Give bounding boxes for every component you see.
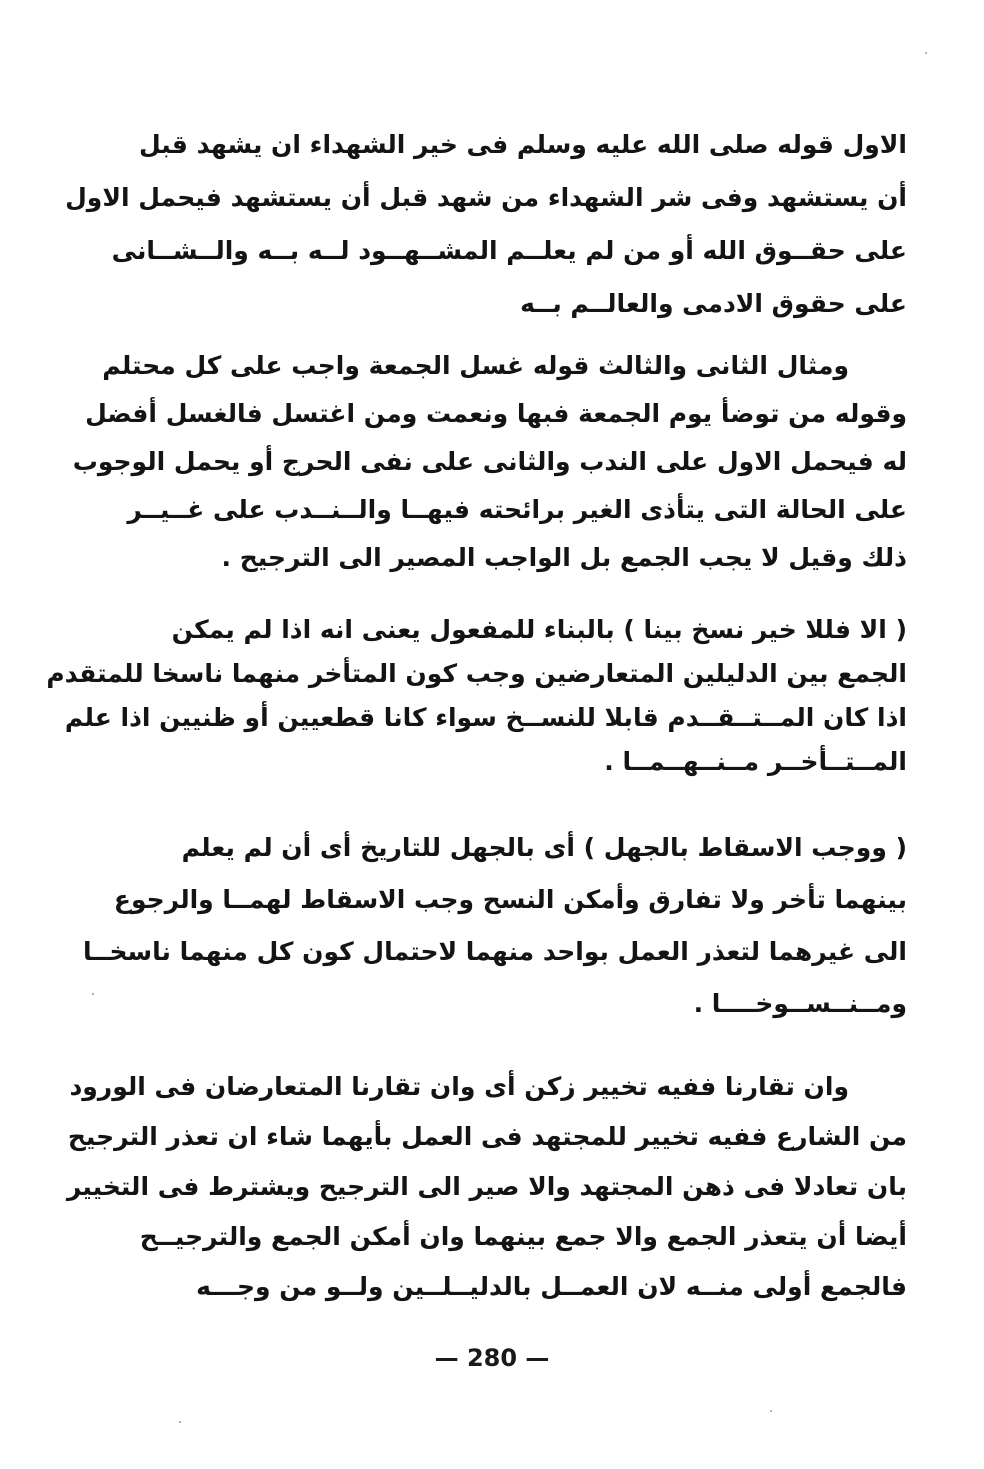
scan-speck — [770, 1410, 772, 1412]
text-line: على حقوق الادمى والعالــم بــه — [520, 289, 907, 318]
text-line: ومثال الثانى والثالث قوله غسل الجمعة واجب على كل محتلم — [102, 351, 849, 380]
text-line: أيضا أن يتعذر الجمع والا جمع بينهما وان أمكن الجمع والترجيــح — [139, 1222, 907, 1251]
text-line: المــتــأخــر مــنــهــمــا . — [604, 747, 907, 776]
paragraph-3 — [46, 608, 907, 784]
text-line: ( ووجب الاسقاط بالجهل ) أى بالجهل للتاريخ أى أن لم يعلم — [181, 833, 907, 862]
paragraph-1 — [65, 118, 907, 330]
text-line: اذا كان المــتــقــدم قابلا للنســخ سواء كانا قطعيين أو ظنيين اذا علم — [64, 703, 907, 732]
text-line: بان تعادلا فى ذهن المجتهد والا صير الى الترجيح ويشترط فى التخيير — [66, 1172, 907, 1201]
text-line: ومــنــســوخــــا . — [693, 989, 907, 1018]
paragraph-4 — [83, 822, 907, 1030]
text-line: أن يستشهد وفى شر الشهداء من شهد قبل أن يستشهد فيحمل الاول — [65, 183, 907, 212]
text-line: بينهما تأخر ولا تفارق وأمكن النسح وجب الاسقاط لهمــا والرجوع — [113, 885, 907, 914]
scan-speck — [925, 52, 927, 54]
text-line: الاول قوله صلى الله عليه وسلم فى خير الشهداء ان يشهد قبل — [138, 130, 907, 159]
text-line: الجمع بين الدليلين المتعارضين وجب كون المتأخر منهما ناسخا للمتقدم — [46, 659, 907, 688]
text-line: فالجمع أولى منــه لان العمــل بالدليــلــين ولــو من وجـــه — [196, 1272, 907, 1301]
text-line: الى غيرهما لتعذر العمل بواحد منهما لاحتمال كون كل منهما ناسخــا — [83, 937, 907, 966]
text-line: من الشارع ففيه تخيير للمجتهد فى العمل بأيهما شاء ان تعذر الترجيح — [67, 1122, 907, 1151]
text-line: ( الا فللا خير نسخ بينا ) بالبناء للمفعول يعنى انه اذا لم يمكن — [171, 615, 907, 644]
scan-speck — [179, 1421, 181, 1423]
paragraph-5 — [66, 1062, 907, 1312]
text-line: له فيحمل الاول على الندب والثانى على نفى الحرج أو يحمل الوجوب — [72, 447, 907, 476]
text-line: وقوله من توضأ يوم الجمعة فبها ونعمت ومن اغتسل فالغسل أفضل — [85, 399, 907, 428]
paragraph-2 — [72, 342, 907, 582]
text-line: على حقــوق الله أو من لم يعلــم المشــهــود لــه بــه والــشــانى — [111, 236, 907, 265]
text-line: ذلك وقيل لا يجب الجمع بل الواجب المصير الى الترجيح . — [221, 543, 907, 572]
text-line: وان تقارنا ففيه تخيير زكن أى وان تقارنا المتعارضان فى الورود — [69, 1072, 849, 1101]
text-line: على الحالة التى يتأذى الغير برائحته فيهــا والــنــدب على غــيــر — [127, 495, 907, 524]
page-number: — 280 — — [434, 1344, 550, 1372]
scan-speck — [92, 993, 94, 995]
